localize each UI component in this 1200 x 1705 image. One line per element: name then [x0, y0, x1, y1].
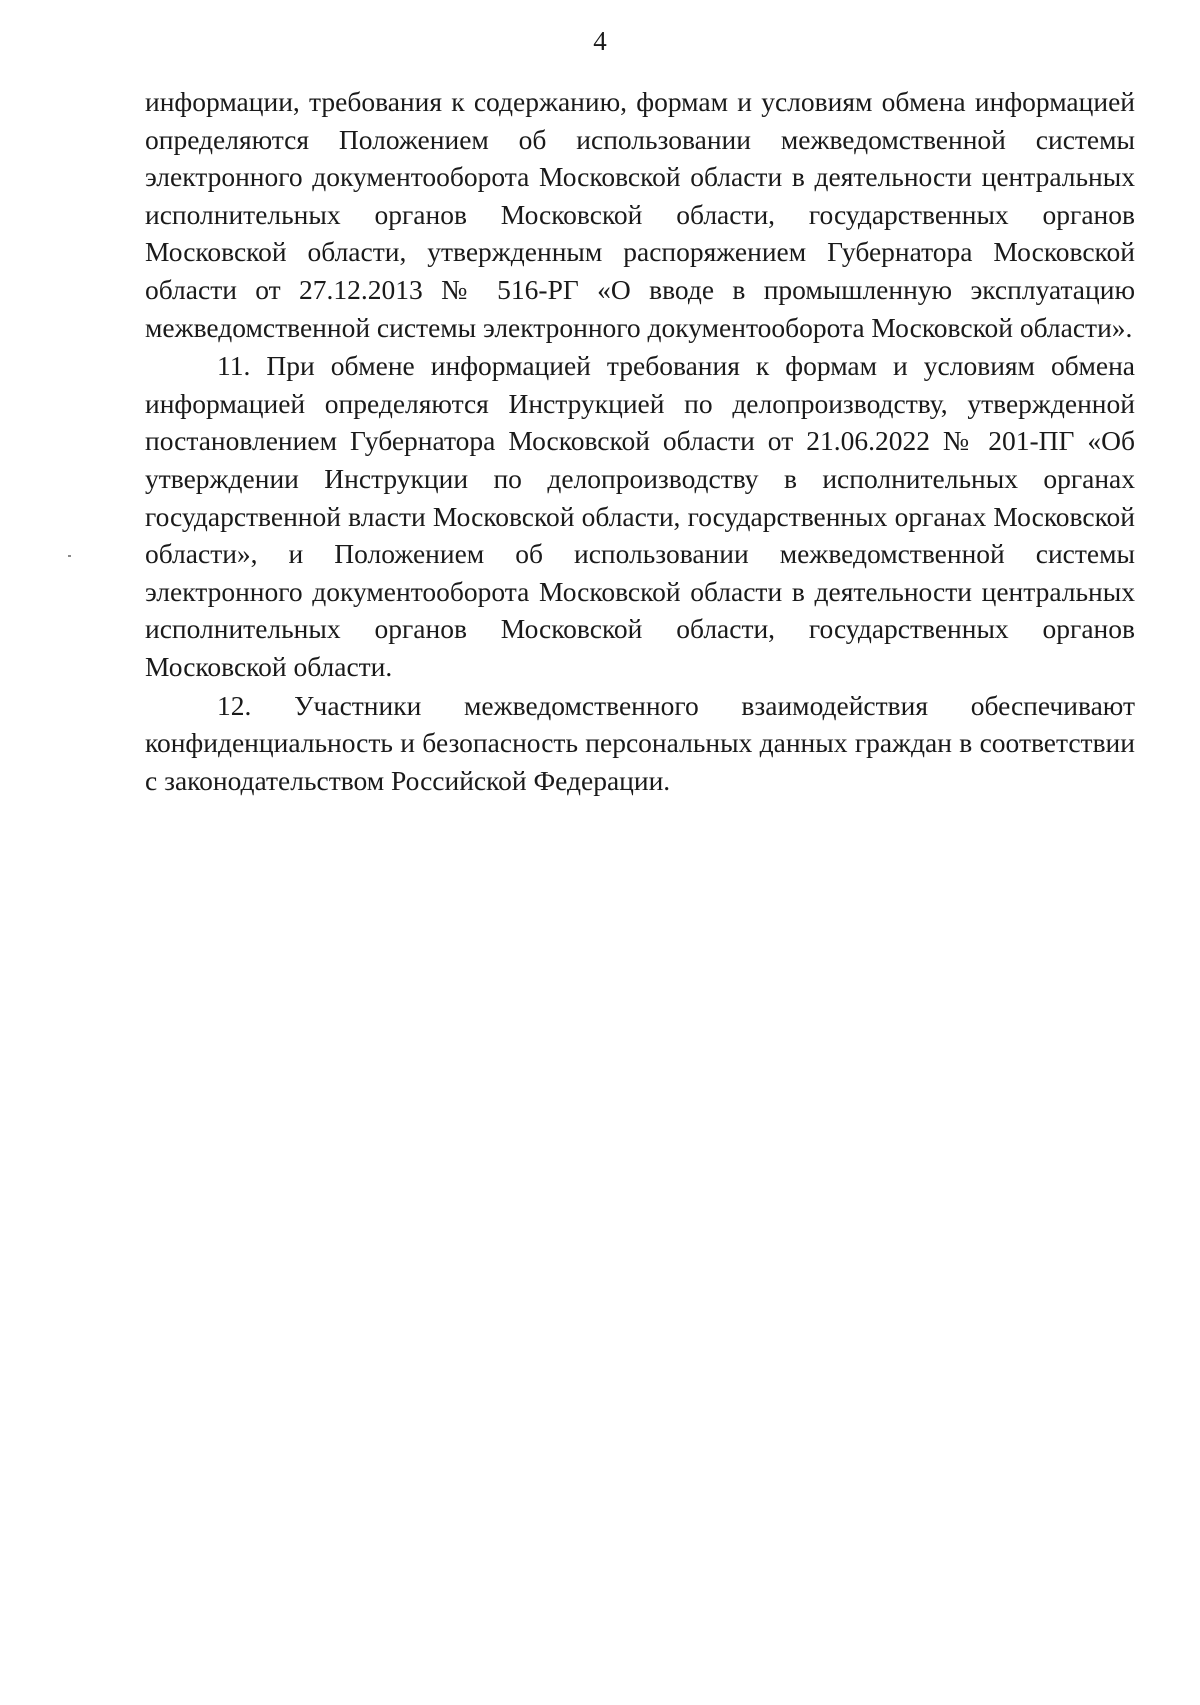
paragraph-item-12: 12. Участники межведомственного взаимодействия обеспечивают конфиденциальность и безопасность персональных данных граждан в соответствии с законодательством Российской Федерации. [145, 689, 1135, 796]
paragraph-item-11: 11. При обмене информацией требования к формам и условиям обмена информацией определяются Инструкцией по делопроизводству, утвержденной постановлением Губернатора Московской области от 21.06.2022 № 201-ПГ «Об утверждении Инструкции по делопроизводству в исполнительных органах государственной власти Московской области, государственных органах Московской области», и Положением об использовании межведомственной системы электронного документооборота Московской области в деятельности центральных исполнительных органов Московской области, государственных органов Московской области. [145, 350, 1135, 682]
document-body [145, 83, 1135, 799]
paragraph-continuation: информации, требования к содержанию, формам и условиям обмена информацией определяются Положением об использовании межведомственной системы электронного документооборота Московской области в деятельности центральных исполнительных органов Московской области, государственных органов Московской области, утвержденным распоряжением Губернатора Московской области от 27.12.2013 № 516-РГ «О вводе в промышленную эксплуатацию межведомственной системы электронного документооборота Московской области». [145, 86, 1135, 343]
scan-artifact-mark [68, 555, 71, 557]
page-number: 4 [593, 26, 607, 56]
